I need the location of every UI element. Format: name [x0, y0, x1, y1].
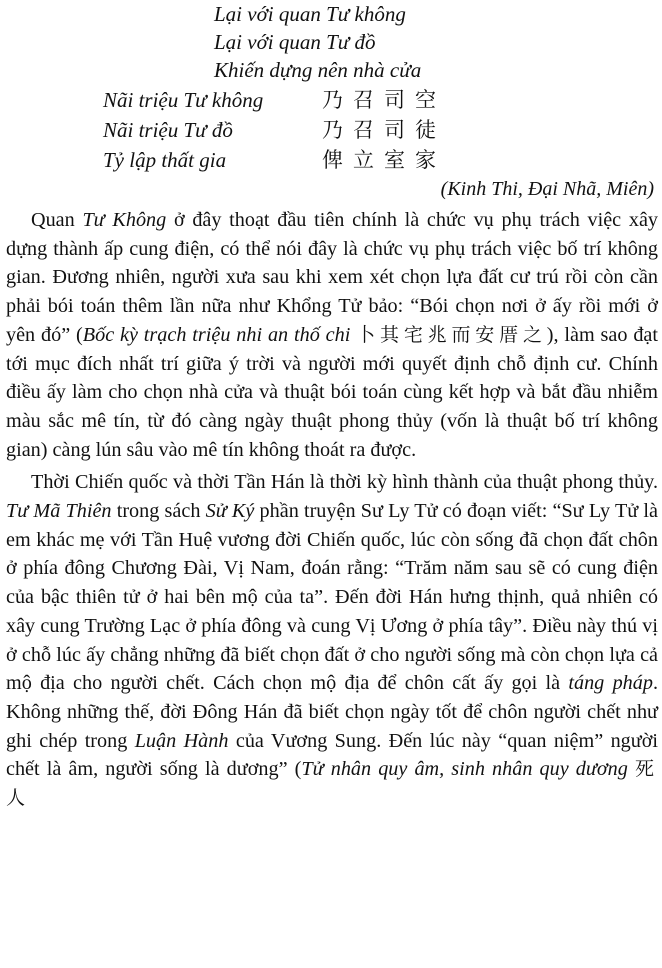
p2-book-su-ky: Sử Ký: [205, 500, 255, 523]
p1-text-1: Quan: [31, 209, 83, 231]
p2-text-1: Thời Chiến quốc và thời Tần Hán là thời kỳ hình thành của thuật phong thủy.: [31, 471, 658, 494]
poem-source: (Kinh Thi, Đại Nhã, Miên): [440, 178, 654, 200]
poem-han-3: 俾立室家: [322, 148, 446, 172]
p2-book-luan-hanh: Luận Hành: [134, 729, 229, 752]
poem-viet-3: Tỷ lập thất gia: [103, 148, 227, 172]
p1-quote-transliteration: Bốc kỳ trạch triệu nhi an thố chi: [82, 323, 351, 346]
p2-quote-chinese: 死 人: [6, 758, 658, 810]
poem-viet-2: Nãi triệu Tư đồ: [103, 118, 233, 142]
paragraph-2: [6, 468, 658, 812]
p1-text-2: ở đây thoạt đầu tiên chính là chức vụ phụ trách việc xây dựng thành ấp cung điện, có thể nói đây là chức vụ phụ trách việc bố trí không gian. Đương nhiên, người xưa sau khi xem xét chọn lựa đất cư trú rồi còn cần phải bói toán thêm lần nữa như Khổng Tử bảo: “Bói chọn nơi ở ấy rồi mới ở yên đó” (: [6, 209, 658, 346]
body-text: [6, 206, 658, 813]
poem-line-3: Khiến dựng nên nhà cửa: [214, 58, 422, 82]
poem-line-1: Lại với quan Tư không: [214, 2, 406, 26]
paragraph-1: [6, 206, 658, 464]
poem-han-1: 乃召司空: [322, 88, 446, 112]
p2-term-tang-phap: táng pháp: [568, 672, 653, 695]
p2-quote-transliteration: Tử nhân quy âm, sinh nhân quy dương: [301, 758, 628, 781]
p2-text-3: phần truyện Sư Ly Tử có đoạn viết: “Sư Ly Tử là em khác mẹ với Tần Huệ vương đời Chiến quốc, lúc còn sống đã chọn đất chôn ở phía đông Chương Đài, Vị Nam, đoán rằng: “Trăm năm sau sẽ có cung điện của bậc thiên tử ở hai bên mộ của ta”. Đến đời Hán hưng thịnh, quả nhiên có xây cung Trường Lạc ở phía đông và cung Vị Ương ở phía tây”. Điều này thú vị ở chỗ lúc ấy chẳng những đã biết chọn đất ở cho người sống mà còn chọn lựa cả mộ địa cho người chết. Cách chọn mộ địa để chôn cất ấy gọi là: [6, 500, 659, 695]
p2-author: Tư Mã Thiên: [6, 500, 112, 523]
p1-term-tu-khong: Tư Không: [82, 209, 167, 231]
p2-text-2: trong sách: [111, 500, 206, 523]
poem-viet-1: Nãi triệu Tư không: [103, 88, 264, 112]
p2-text-5: của Vương Sung. Đến lúc này “quan niệm” người chết là âm, người sống là dương” (: [6, 729, 658, 781]
p1-text-3: ), làm sao đạt tới mục đích nhất trí giữa ý trời và người mới quyết định chỗ định cư. Chính điều ấy làm cho chọn nhà cửa và thuật bói toán cùng kết hợp và bắt đầu nhiễm màu sắc mê tín, từ đó càng ngày thuật phong thủy (vốn là thuật bố trí không gian) càng lún sâu vào mê tín không thoát ra được.: [6, 323, 658, 461]
p2-text-4: . Không những thế, đời Đông Hán đã biết chọn ngày tốt để chôn người chết như ghi chép trong: [6, 672, 658, 752]
poem-line-2: Lại với quan Tư đồ: [214, 30, 376, 54]
poem-han-2: 乃召司徒: [322, 118, 446, 142]
p1-quote-chinese: 卜其宅兆而安厝之: [356, 323, 547, 346]
